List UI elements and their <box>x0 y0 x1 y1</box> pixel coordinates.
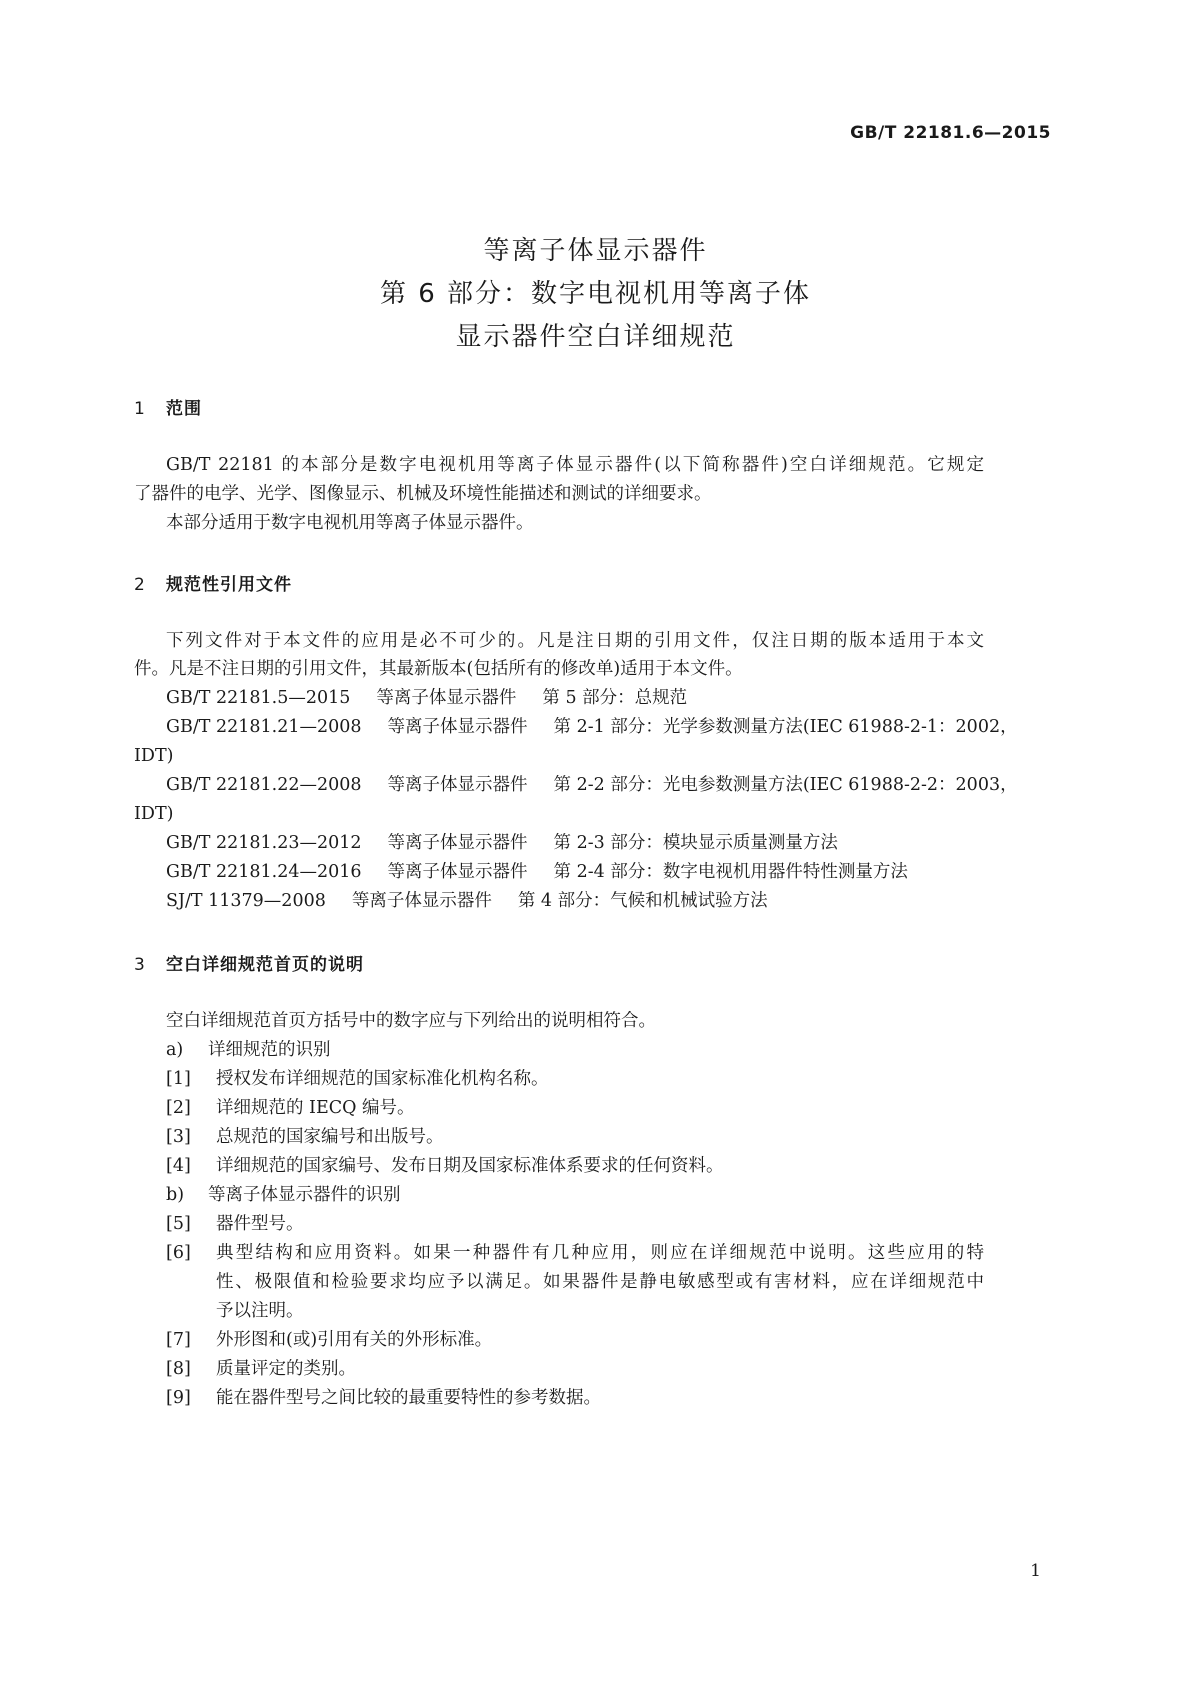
list-label: [6] <box>166 1243 191 1263</box>
list-item <box>166 1212 304 1236</box>
list-label: [3] <box>166 1127 191 1147</box>
reference-name: 等离子体显示器件 <box>387 833 528 853</box>
list-label: [5] <box>166 1214 191 1234</box>
list-group-heading <box>166 1038 331 1062</box>
list-label: [9] <box>166 1388 191 1408</box>
list-item <box>166 1096 415 1120</box>
reference-part: 第 2-2 部分：光电参数测量方法(IEC 61988-2-2：2003， <box>553 775 1018 795</box>
reference-code: GB/T 22181.22—2008 <box>166 775 362 795</box>
paragraph-line: 了器件的电学、光学、图像显示、机械及环境性能描述和测试的详细要求。 <box>134 484 712 504</box>
reference-code: SJ/T 11379—2008 <box>166 891 326 911</box>
section-number: 2 <box>134 575 146 595</box>
paragraph-line: 空白详细规范首页方括号中的数字应与下列给出的说明相符合。 <box>166 1011 656 1031</box>
title-line-3: 显示器件空白详细规范 <box>455 322 736 352</box>
section-title: 规范性引用文件 <box>166 575 292 595</box>
list-text: 详细规范的 IECQ 编号。 <box>216 1098 415 1118</box>
list-item <box>166 1067 549 1091</box>
list-group-heading <box>166 1183 401 1207</box>
reference-name: 等离子体显示器件 <box>351 891 492 911</box>
reference-entry <box>166 831 838 855</box>
section-title: 范围 <box>166 399 202 419</box>
list-label: [1] <box>166 1069 191 1089</box>
reference-entry <box>166 889 768 913</box>
list-text: 总规范的国家编号和出版号。 <box>216 1127 444 1147</box>
reference-code: GB/T 22181.5—2015 <box>166 688 351 708</box>
reference-part: 第 5 部分：总规范 <box>542 688 688 708</box>
reference-code: GB/T 22181.21—2008 <box>166 717 362 737</box>
reference-continuation: IDT) <box>134 804 174 824</box>
reference-name: 等离子体显示器件 <box>387 717 528 737</box>
section-title: 空白详细规范首页的说明 <box>166 955 364 975</box>
paragraph-line: 下列文件对于本文件的应用是必不可少的。凡是注日期的引用文件，仅注日期的版本适用于本文 <box>166 631 984 651</box>
reference-entry <box>166 686 687 710</box>
reference-entry <box>166 773 1018 797</box>
reference-part: 第 2-4 部分：数字电视机用器件特性测量方法 <box>553 862 908 882</box>
section-number: 3 <box>134 955 146 975</box>
list-label: [2] <box>166 1098 191 1118</box>
paragraph-line: GB/T 22181 的本部分是数字电视机用等离子体显示器件(以下简称器件)空白详细规范。它规定 <box>166 455 984 475</box>
section-2-heading <box>134 570 292 595</box>
list-text: 外形图和(或)引用有关的外形标准。 <box>216 1330 493 1350</box>
reference-code: GB/T 22181.24—2016 <box>166 862 362 882</box>
list-text: 质量评定的类别。 <box>216 1359 356 1379</box>
list-item <box>166 1357 356 1381</box>
list-text: 能在器件型号之间比较的最重要特性的参考数据。 <box>216 1388 601 1408</box>
list-text: 详细规范的国家编号、发布日期及国家标准体系要求的任何资料。 <box>216 1156 724 1176</box>
list-text: 等离子体显示器件的识别 <box>208 1185 401 1205</box>
reference-name: 等离子体显示器件 <box>376 688 517 708</box>
list-item <box>166 1154 724 1178</box>
section-1-heading <box>134 394 202 419</box>
list-text: 予以注明。 <box>216 1301 304 1321</box>
list-label: [4] <box>166 1156 191 1176</box>
reference-part: 第 2-1 部分：光学参数测量方法(IEC 61988-2-1：2002， <box>553 717 1018 737</box>
list-item <box>166 1328 492 1352</box>
reference-name: 等离子体显示器件 <box>387 862 528 882</box>
section-3-heading <box>134 950 364 975</box>
list-item <box>166 1125 444 1149</box>
standard-code: GB/T 22181.6—2015 <box>850 123 1051 143</box>
reference-part: 第 2-3 部分：模块显示质量测量方法 <box>553 833 838 853</box>
list-label: a) <box>166 1040 184 1060</box>
reference-code: GB/T 22181.23—2012 <box>166 833 362 853</box>
list-label: [7] <box>166 1330 191 1350</box>
list-text: 典型结构和应用资料。如果一种器件有几种应用，则应在详细规范中说明。这些应用的特 <box>216 1243 984 1263</box>
section-number: 1 <box>134 399 146 419</box>
title-line-1: 等离子体显示器件 <box>483 236 708 266</box>
list-label: b) <box>166 1185 185 1205</box>
list-text: 授权发布详细规范的国家标准化机构名称。 <box>216 1069 549 1089</box>
list-text: 性、极限值和检验要求均应予以满足。如果器件是静电敏感型或有害材料，应在详细规范中 <box>216 1272 984 1292</box>
reference-name: 等离子体显示器件 <box>387 775 528 795</box>
list-text: 器件型号。 <box>216 1214 304 1234</box>
paragraph-line: 本部分适用于数字电视机用等离子体显示器件。 <box>166 513 534 533</box>
title-line-2: 第 6 部分：数字电视机用等离子体 <box>379 279 812 309</box>
list-label: [8] <box>166 1359 191 1379</box>
reference-entry <box>166 860 908 884</box>
reference-entry <box>166 715 1018 739</box>
reference-continuation: IDT) <box>134 746 174 766</box>
reference-part: 第 4 部分：气候和机械试验方法 <box>517 891 768 911</box>
list-item <box>166 1386 601 1410</box>
list-text: 详细规范的识别 <box>208 1040 331 1060</box>
page-number: 1 <box>1030 1561 1041 1581</box>
paragraph-line: 件。凡是不注日期的引用文件，其最新版本(包括所有的修改单)适用于本文件。 <box>134 659 743 679</box>
